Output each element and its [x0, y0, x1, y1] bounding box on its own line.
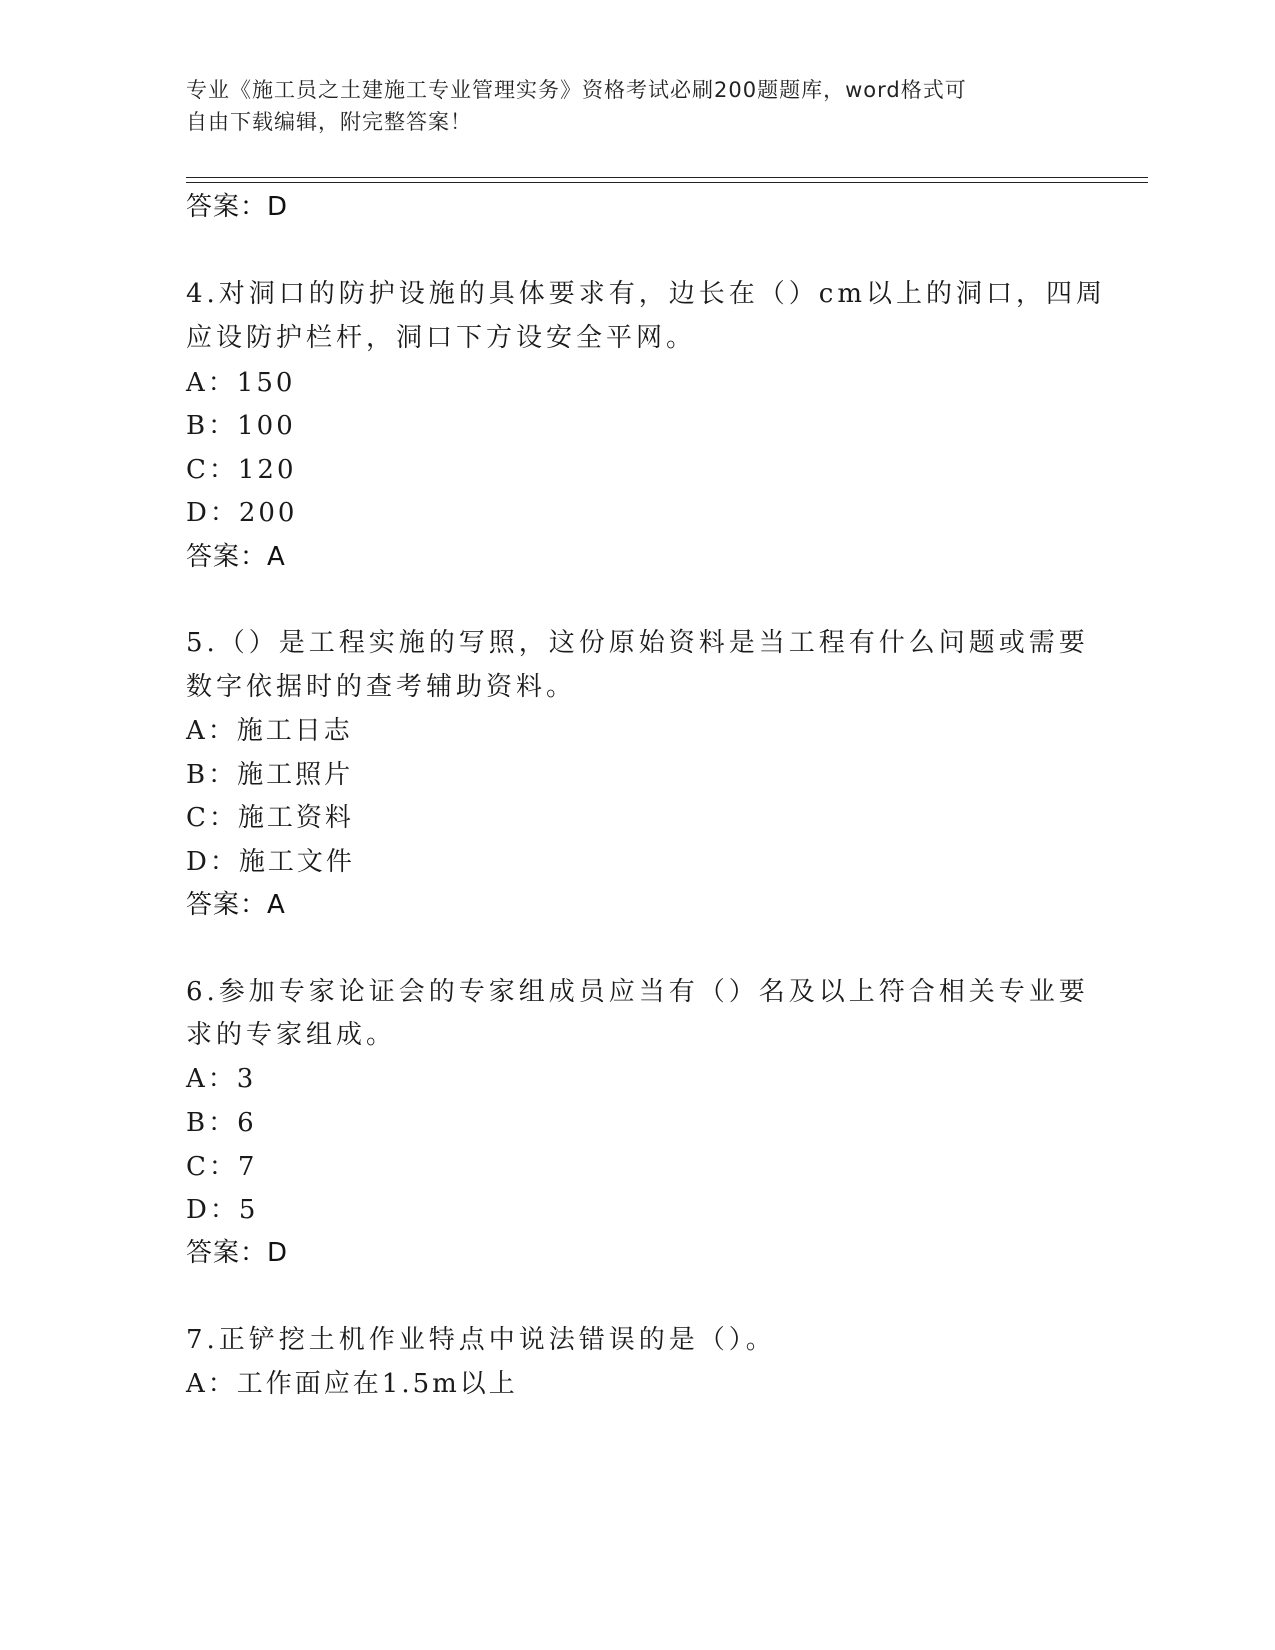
option-a: A：施工日志 — [186, 716, 353, 746]
answer-line: 答案：D — [186, 1238, 289, 1268]
question-stem: 4.对洞口的防护设施的具体要求有，边长在（）cm以上的洞口，四周 — [186, 279, 1107, 309]
answer-line: 答案：A — [186, 542, 286, 572]
answer-line: 答案：A — [186, 890, 286, 920]
option-c: C：120 — [186, 455, 297, 485]
option-c: C：7 — [186, 1152, 258, 1182]
header-divider-bottom — [186, 182, 1148, 183]
option-d: D：5 — [186, 1195, 259, 1225]
option-b: B：6 — [186, 1108, 257, 1138]
header-divider-top — [186, 177, 1148, 178]
option-b: B：100 — [186, 411, 296, 441]
page-header — [186, 74, 1066, 138]
question-stem: 数字依据时的查考辅助资料。 — [186, 672, 577, 702]
question-stem: 7.正铲挖土机作业特点中说法错误的是（）。 — [186, 1325, 776, 1355]
option-a: A：150 — [186, 368, 296, 398]
option-b: B：施工照片 — [186, 760, 354, 790]
header-line-2: 自由下载编辑，附完整答案！ — [186, 110, 472, 134]
question-stem: 求的专家组成。 — [186, 1020, 397, 1050]
option-c: C：施工资料 — [186, 803, 354, 833]
option-a: A：工作面应在1.5m以上 — [186, 1369, 518, 1399]
option-a: A：3 — [186, 1064, 257, 1094]
question-stem: 应设防护栏杆，洞口下方设安全平网。 — [186, 323, 697, 353]
question-stem: 5.（）是工程实施的写照，这份原始资料是当工程有什么问题或需要 — [186, 628, 1089, 658]
question-stem: 6.参加专家论证会的专家组成员应当有（）名及以上符合相关专业要 — [186, 977, 1089, 1007]
option-d: D：200 — [186, 498, 298, 528]
header-line-1: 专业《施工员之土建施工专业管理实务》资格考试必刷200题题库，word格式可 — [186, 78, 967, 102]
answer-line: 答案：D — [186, 192, 289, 222]
option-d: D：施工文件 — [186, 847, 355, 877]
